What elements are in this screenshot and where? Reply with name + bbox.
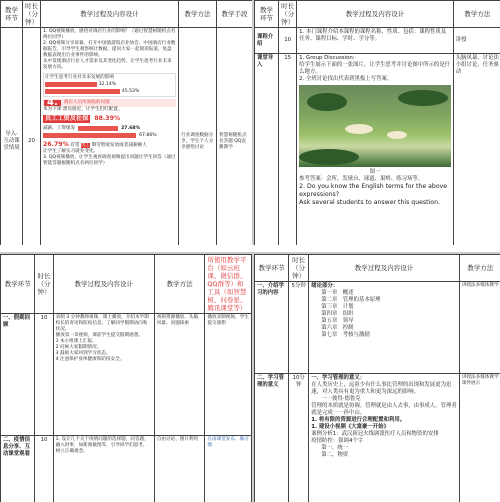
cause-text: 本为下课 溃员接近，让学生们红配置。: [43, 107, 176, 113]
banner-number: 4.: [44, 100, 61, 106]
tree-shape: [299, 149, 359, 165]
panel-hotel-lesson: [0, 0, 252, 245]
row-intro-text: 1. 本门课程介绍本课程的课程名称、性质、包括：课程性质及任务、课程目标、学时、学分等。: [297, 28, 454, 54]
row1-item: 1 本小组课上汇报。: [56, 339, 152, 345]
reference-answer: 参考答案：会所、发球台、球道、果岭、练习场等。: [299, 176, 451, 183]
problem-banner: [43, 99, 176, 107]
header-content: 教学过程及内容设计: [309, 255, 460, 282]
stat-row-1: [45, 81, 174, 88]
salary-title: 员工工资及社保: [43, 115, 90, 123]
row-intro-phase: 课程介绍: [255, 28, 279, 54]
row1-content: [309, 282, 460, 374]
header-content: 教学过程及内容设计: [53, 255, 154, 314]
chapter-item: 第一章 概述: [311, 290, 457, 297]
row2-method: 自由讨论、图片利用: [154, 436, 205, 502]
stat-value-1: 32.14%: [99, 82, 117, 88]
header-content: 教学过程及内容设计: [297, 1, 454, 28]
row2-tool: 在雨课堂发布，做习题: [205, 436, 252, 502]
row2-method: 讲授法多媒体教学课件展示: [459, 374, 500, 502]
stat-row-2: [45, 88, 174, 95]
header-duration: 时长（分钟）: [23, 1, 41, 28]
method-2: 小组讨论，任务驱动: [456, 62, 499, 76]
header-phase: 教学环节: [1, 255, 35, 314]
header-method: 教学方法: [179, 1, 217, 28]
bottom-red: 员工: [81, 143, 90, 148]
content-cell: [41, 28, 179, 246]
lesson-table-3: [0, 254, 252, 502]
row1-item: 播放第一章视频，课前学生提交假期感想。: [56, 333, 152, 339]
header-platform: 所使用教学平台（如云班课、微信群、QQ群等）和工具（如智慧树、问卷星、腾讯课堂等）: [205, 255, 252, 314]
row3-value: 67.86%: [139, 133, 157, 139]
chapter-item: 第五章 领导: [311, 318, 457, 325]
pay-cut-bar: [78, 126, 118, 131]
stat-bar-1: [45, 82, 97, 87]
row2-content: [309, 374, 460, 502]
row2-duration: 10分钟: [289, 374, 309, 502]
header-method: 教学方法: [154, 255, 205, 314]
row1-duration: 5分钟: [289, 282, 309, 374]
bunker-shape: [345, 124, 373, 134]
row-intro-method: 讲授: [453, 28, 500, 54]
chapter-item: 第四章 组织: [311, 311, 457, 318]
pay-cut-value: 27.68%: [121, 126, 140, 132]
row2-duration: 10: [35, 436, 53, 502]
row2-line: 一一彼得·德鲁克: [311, 396, 457, 403]
row2-line: 第一，统一: [311, 445, 457, 452]
bottom-pct: 26.79%: [43, 141, 69, 148]
method-cell: 行业调查数据分享，学生个人分享感悟讨论: [179, 28, 217, 246]
header-duration: 时长（分钟）: [279, 1, 297, 28]
row2-line: 1. 将有限的资源进行合理配置和利用。: [311, 417, 457, 424]
stat-label: 让学生思考行业对未来发展的影响: [45, 75, 174, 81]
question-2: 2. Do you know the English terms for the above expressions?: [299, 183, 451, 199]
row2-line: 1. 建设小视频《大富豪一开始》: [311, 424, 457, 431]
row2-content: 1. 设计几个关于疫情问题的选择题，问答题，融入时事，如新闻截图等，引导同学们思考，树立正确观念。: [53, 436, 154, 502]
row2-title: 一、学习管理的意义：: [311, 375, 457, 382]
header-content: 教学过程及内容设计: [41, 1, 179, 28]
row1-method: 讲授法多媒体教学: [459, 282, 500, 374]
panel-golf-lesson: [252, 0, 500, 245]
figure-caption: 图一: [299, 169, 451, 176]
row-lead-duration: 15: [279, 54, 297, 246]
row2-line: 疫情防控：强调4个字: [311, 438, 457, 445]
row2-phase: 二、疫情信息分享、互动课堂观看: [1, 436, 35, 502]
row-lead-content: [297, 54, 454, 246]
chapter-item: 第六章 控制: [311, 325, 457, 332]
group-discussion: 1. Group Discussion:·: [299, 55, 451, 62]
phase-cell: 导入·互动课堂情境: [1, 28, 23, 246]
stat-bar-2: [45, 89, 120, 94]
line-2: 给学生展示下面的一张图片，让学生思考并讨论图中所示的是什么地方。: [299, 62, 451, 76]
pay-cut-label: 减薪、工资缓发: [43, 126, 75, 132]
method-1: 头脑风暴，讨论法: [456, 55, 499, 62]
row1-phase: 一、介绍学习的内容: [255, 282, 289, 374]
row1-title: 绪论部分：: [311, 283, 457, 290]
header-method: 教学方法: [453, 1, 500, 28]
bunker-shape: [387, 131, 407, 139]
row2-line: 第二，物资: [311, 452, 457, 459]
row1-item: 2 问候大家假期情况。: [56, 345, 152, 351]
salary-row: [43, 115, 176, 123]
row1-method: 视频资源播放、头脑风暴、问题探索: [154, 314, 205, 436]
row1-phase: 一、假期回顾: [1, 314, 35, 436]
lesson-table-4: [254, 254, 500, 502]
row1-duration: 10: [35, 314, 53, 436]
item-2: 2. QQ视频分享屏幕，打开中国旅游饭店业协会、中国酒店行业数据报告，引导学生观察统计数据，提问大家一起阅读报道，复盘数据表现出行业事件的影响。: [43, 41, 176, 59]
stat-value-2: 45.53%: [122, 89, 140, 95]
line-3: 2. 全班讨论找出代表到黑板上写答案。: [299, 76, 451, 83]
row2-line: 在人类历史上，远祖少有什么事比管理的出现和发展更为迅速，对人类具有更为重大和更为深远的影响。: [311, 382, 457, 396]
row1-item: 3 鼓励大家回到学习状态。: [56, 351, 152, 357]
row3-bar: [43, 133, 136, 138]
header-method: 教学方法: [459, 255, 500, 282]
header-tool: 教学手段: [217, 1, 253, 28]
lesson-table-2: [254, 0, 500, 245]
duration-cell: 20: [23, 28, 41, 246]
item-3: 3. QQ视频播放，让学生观看调查视频提出问题让学生回答（通过智能答题板随机点名两位同学）: [43, 155, 176, 167]
salary-value: 88.39%: [94, 115, 120, 123]
chapter-item: 第三章 计划: [311, 304, 457, 311]
pay-cut-row: [43, 125, 176, 132]
tree-shape: [398, 90, 448, 106]
row-lead-method: [453, 54, 500, 246]
bottom-rest: 期劳智缓发放或者减薪额人: [92, 143, 147, 148]
row-intro-duration: 10: [279, 28, 297, 54]
row1-tool: 播放录制视频，学生提交感想: [205, 314, 252, 436]
header-phase: 教学环节: [255, 1, 279, 28]
chapter-item: 第二章 管理的基本原理: [311, 297, 457, 304]
row2-phase: 二、学习管理的意义: [255, 374, 289, 502]
item-2b: 从中发现酒店行业人才需求及其变化趋势，让学生思考行业未来发展方向。: [43, 59, 176, 71]
header-phase: 教学环节: [1, 1, 23, 28]
header-duration: 时长（分钟）: [289, 255, 309, 282]
panel-management-lesson: [252, 252, 500, 502]
header-phase: 教学环节: [255, 255, 289, 282]
chapter-item: 第七章 考核与激励: [311, 332, 457, 339]
bottom-stat: [43, 141, 176, 149]
row-lead-phase: 课堂导入: [255, 54, 279, 246]
golf-course-photo: [299, 85, 451, 167]
header-duration: 时长（分钟）: [35, 255, 53, 314]
item-1: 1. QQ视频播放，感悟对酒店行业的影响？（通过智慧树随机点名两位同学）: [43, 29, 176, 41]
row2-line: 管理的本质就是协调。管理就是由人去事，由事成人。管理者就是完成一一孙中山。: [311, 403, 457, 417]
row1-item: 4 注意保护身体健康和防疫安全。: [56, 357, 152, 363]
bottom-prefix: 有望: [70, 143, 79, 148]
followup: 让学生了解实习就业变化。: [43, 149, 176, 155]
row1-content: [53, 314, 154, 436]
lesson-table-1: [0, 0, 252, 245]
panel-vacation-lesson: [0, 252, 252, 502]
tree-shape: [307, 93, 347, 111]
tool-cell: 智慧树随机点名答题 QQ直播教学: [217, 28, 253, 246]
row3: [43, 132, 176, 139]
ask-students: Ask several students to answer this question.: [299, 199, 451, 207]
banner-text: 酒店人员所面临的问题: [64, 100, 110, 106]
stats-box: [43, 73, 176, 97]
row2-line: 案例分析1：武汉新冠火线调派医疗人员和物资的安排: [311, 431, 457, 438]
row1-item: 录制 3 分钟教师视频，课上播放，介绍本学期校长的寄语和防疫信息。了解同学假期动向和状况。: [56, 315, 152, 333]
